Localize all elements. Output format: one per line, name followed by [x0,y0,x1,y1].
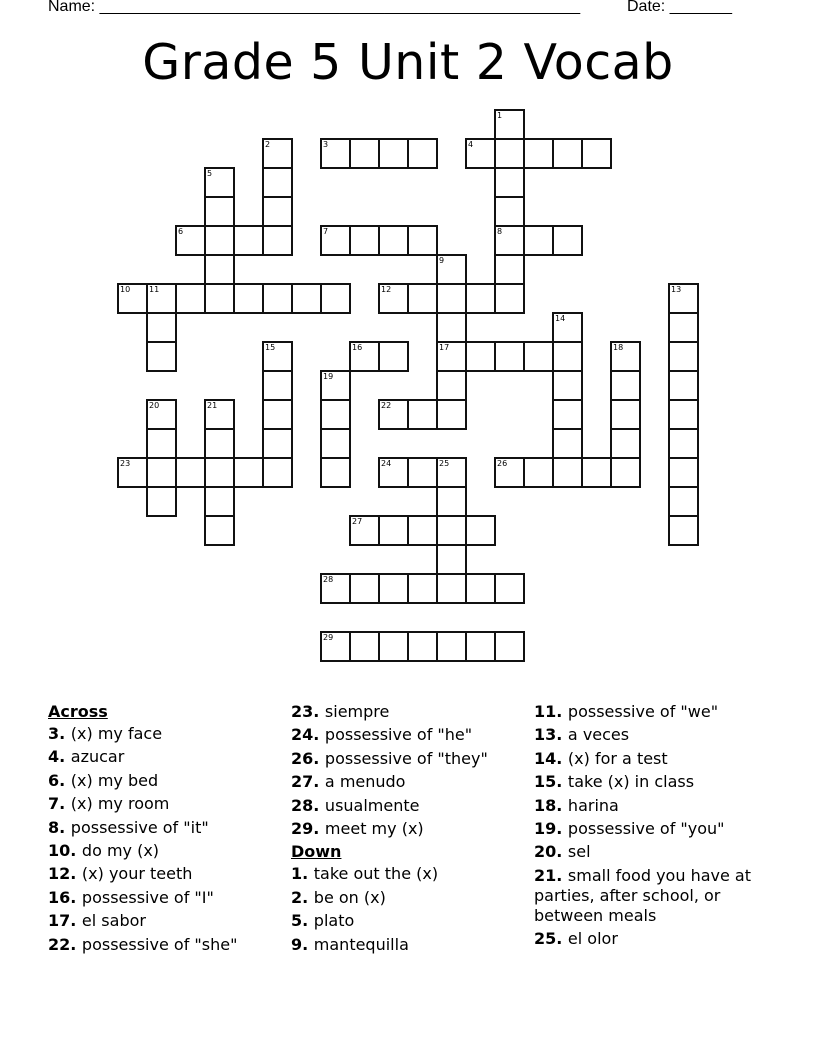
grid-cell[interactable] [175,457,206,488]
grid-cell[interactable] [320,283,351,314]
clue-number: 8 [497,227,503,236]
grid-cell[interactable] [407,631,438,662]
grid-cell[interactable] [204,225,235,256]
grid-cell[interactable] [436,341,467,372]
grid-cell[interactable] [494,631,525,662]
across-clue: 7. (x) my room [48,794,170,814]
grid-cell[interactable] [262,399,293,430]
grid-cell[interactable] [494,457,525,488]
grid-cell[interactable] [552,312,583,343]
grid-cell[interactable] [262,370,293,401]
grid-cell[interactable] [465,341,496,372]
grid-cell[interactable] [204,399,235,430]
grid-cell[interactable] [378,225,409,256]
clue-number: 22 [381,401,392,410]
grid-cell[interactable] [204,428,235,459]
grid-cell[interactable] [523,225,554,256]
across-clue: 12. (x) your teeth [48,864,193,884]
grid-cell[interactable] [320,457,351,488]
across-clue: 22. possessive of "she" [48,934,238,954]
grid-cell[interactable] [494,109,525,140]
grid-cell[interactable] [349,573,380,604]
grid-cell[interactable] [436,370,467,401]
down-heading: Down [291,842,342,862]
grid-cell[interactable] [146,457,177,488]
grid-cell[interactable] [668,515,699,546]
grid-cell[interactable] [378,399,409,430]
grid-cell[interactable] [146,283,177,314]
grid-cell[interactable] [494,196,525,227]
grid-cell[interactable] [668,370,699,401]
grid-cell[interactable] [320,138,351,169]
grid-cell[interactable] [523,341,554,372]
grid-cell[interactable] [436,515,467,546]
grid-cell[interactable] [378,631,409,662]
grid-cell[interactable] [378,138,409,169]
grid-cell[interactable] [436,399,467,430]
clue-number: 18 [613,343,624,352]
clue-number: 1 [497,111,503,120]
clue-number: 6 [178,227,184,236]
across-clue: 3. (x) my face [48,724,163,743]
across-clue: 24. possessive of "he" [291,725,473,745]
grid-cell[interactable] [291,283,322,314]
grid-cell[interactable] [436,457,467,488]
grid-cell[interactable] [349,515,380,546]
down-clue: 5. plato [291,911,355,931]
grid-cell[interactable] [204,254,235,285]
grid-cell[interactable] [262,283,293,314]
grid-cell[interactable] [668,399,699,430]
grid-cell[interactable] [552,225,583,256]
grid-cell[interactable] [494,138,525,169]
grid-cell[interactable] [320,225,351,256]
clue-number: 27 [352,517,363,526]
clue-number: 5 [207,169,213,178]
grid-cell[interactable] [262,457,293,488]
grid-cell[interactable] [349,631,380,662]
grid-cell[interactable] [436,631,467,662]
grid-cell[interactable] [233,457,264,488]
grid-cell[interactable] [262,138,293,169]
down-clue: 25. el olor [534,929,618,949]
clue-number: 21 [207,401,218,410]
grid-cell[interactable] [378,573,409,604]
grid-cell[interactable] [320,399,351,430]
clue-number: 2 [265,140,271,149]
grid-cell[interactable] [204,457,235,488]
clues-column-1 [48,702,288,958]
down-clue: 19. possessive of "you" [534,818,725,838]
grid-cell[interactable] [552,428,583,459]
grid-cell[interactable] [436,254,467,285]
clue-number: 11 [149,285,160,294]
grid-cell[interactable] [552,370,583,401]
across-heading: Across [48,702,108,721]
down-clue: 20. sel [534,842,591,862]
across-clue: 10. do my (x) [48,840,160,860]
grid-cell[interactable] [233,225,264,256]
clue-number: 12 [381,285,392,294]
grid-cell[interactable] [523,138,554,169]
grid-cell[interactable] [262,167,293,198]
grid-cell[interactable] [494,341,525,372]
across-clue: 17. el sabor [48,911,146,931]
across-clue: 6. (x) my bed [48,770,159,790]
grid-cell[interactable] [262,428,293,459]
grid-cell[interactable] [378,515,409,546]
grid-cell[interactable] [204,196,235,227]
grid-cell[interactable] [552,399,583,430]
grid-cell[interactable] [436,573,467,604]
grid-cell[interactable] [407,515,438,546]
clue-number: 25 [439,459,450,468]
clue-number: 28 [323,575,334,584]
date-field-label: Date: _______ [627,0,732,15]
clue-number: 23 [120,459,131,468]
grid-cell[interactable] [610,370,641,401]
grid-cell[interactable] [146,341,177,372]
grid-cell[interactable] [407,138,438,169]
clue-number: 24 [381,459,392,468]
grid-cell[interactable] [465,138,496,169]
clue-number: 16 [352,343,363,352]
across-clue: 23. siempre [291,702,390,721]
clue-number: 13 [671,285,682,294]
across-clue: 26. possessive of "they" [291,748,488,768]
name-field-label: Name: ______________________________________________________ [48,0,581,15]
grid-cell[interactable] [552,341,583,372]
grid-cell[interactable] [320,428,351,459]
grid-cell[interactable] [349,225,380,256]
grid-cell[interactable] [175,225,206,256]
across-clue: 28. usualmente [291,795,420,815]
down-clue: 21. small food you have at parties, after school, or between meals [534,865,751,925]
clue-number: 4 [468,140,474,149]
clues-column-3 [534,702,764,953]
down-clue: 2. be on (x) [291,887,386,907]
across-clue: 29. meet my (x) [291,818,424,838]
grid-cell[interactable] [117,283,148,314]
grid-cell[interactable] [610,428,641,459]
down-clue: 11. possessive of "we" [534,702,719,721]
grid-cell[interactable] [262,341,293,372]
grid-cell[interactable] [494,254,525,285]
grid-cell[interactable] [610,399,641,430]
down-clue: 1. take out the (x) [291,864,439,884]
down-clue: 18. harina [534,795,619,815]
grid-cell[interactable] [146,399,177,430]
across-clue: 16. possessive of "I" [48,887,214,907]
grid-cell[interactable] [668,283,699,314]
grid-cell[interactable] [407,283,438,314]
down-clue: 15. take (x) in class [534,772,695,792]
grid-cell[interactable] [146,486,177,517]
clue-number: 20 [149,401,160,410]
clue-number: 3 [323,140,329,149]
grid-cell[interactable] [436,486,467,517]
grid-cell[interactable] [204,167,235,198]
clue-number: 29 [323,633,334,642]
grid-cell[interactable] [349,341,380,372]
grid-cell[interactable] [581,138,612,169]
grid-cell[interactable] [523,457,554,488]
down-clue: 14. (x) for a test [534,748,668,768]
grid-cell[interactable] [465,573,496,604]
grid-cell[interactable] [552,457,583,488]
grid-cell[interactable] [407,573,438,604]
grid-cell[interactable] [262,225,293,256]
grid-cell[interactable] [668,312,699,343]
grid-cell[interactable] [552,138,583,169]
grid-cell[interactable] [465,515,496,546]
across-clue: 27. a menudo [291,772,406,792]
clues-column-2 [291,702,531,958]
grid-cell[interactable] [668,486,699,517]
grid-cell[interactable] [204,515,235,546]
grid-cell[interactable] [320,573,351,604]
grid-cell[interactable] [146,428,177,459]
grid-cell[interactable] [117,457,148,488]
clue-number: 15 [265,343,276,352]
grid-cell[interactable] [610,341,641,372]
grid-cell[interactable] [378,283,409,314]
grid-cell[interactable] [349,138,380,169]
grid-cell[interactable] [494,573,525,604]
clue-number: 17 [439,343,450,352]
clue-number: 10 [120,285,131,294]
grid-cell[interactable] [407,399,438,430]
across-clue: 8. possessive of "it" [48,817,209,837]
grid-cell[interactable] [378,341,409,372]
grid-cell[interactable] [494,167,525,198]
clue-number: 19 [323,372,334,381]
grid-cell[interactable] [378,457,409,488]
grid-cell[interactable] [465,631,496,662]
grid-cell[interactable] [175,283,206,314]
grid-cell[interactable] [262,196,293,227]
grid-cell[interactable] [581,457,612,488]
grid-cell[interactable] [320,370,351,401]
grid-cell[interactable] [204,283,235,314]
grid-cell[interactable] [146,312,177,343]
clue-number: 26 [497,459,508,468]
grid-cell[interactable] [407,225,438,256]
grid-cell[interactable] [436,544,467,575]
grid-cell[interactable] [233,283,264,314]
grid-cell[interactable] [668,341,699,372]
down-clue: 9. mantequilla [291,934,409,954]
down-clue: 13. a veces [534,725,630,745]
clue-number: 7 [323,227,329,236]
clue-number: 14 [555,314,566,323]
grid-cell[interactable] [436,283,467,314]
grid-cell[interactable] [668,428,699,459]
grid-cell[interactable] [320,631,351,662]
grid-cell[interactable] [465,283,496,314]
across-clue: 4. azucar [48,747,125,767]
grid-cell[interactable] [494,225,525,256]
grid-cell[interactable] [407,457,438,488]
grid-cell[interactable] [204,486,235,517]
grid-cell[interactable] [610,457,641,488]
page-title: Grade 5 Unit 2 Vocab [142,34,674,91]
grid-cell[interactable] [668,457,699,488]
clue-number: 9 [439,256,445,265]
grid-cell[interactable] [494,283,525,314]
grid-cell[interactable] [436,312,467,343]
